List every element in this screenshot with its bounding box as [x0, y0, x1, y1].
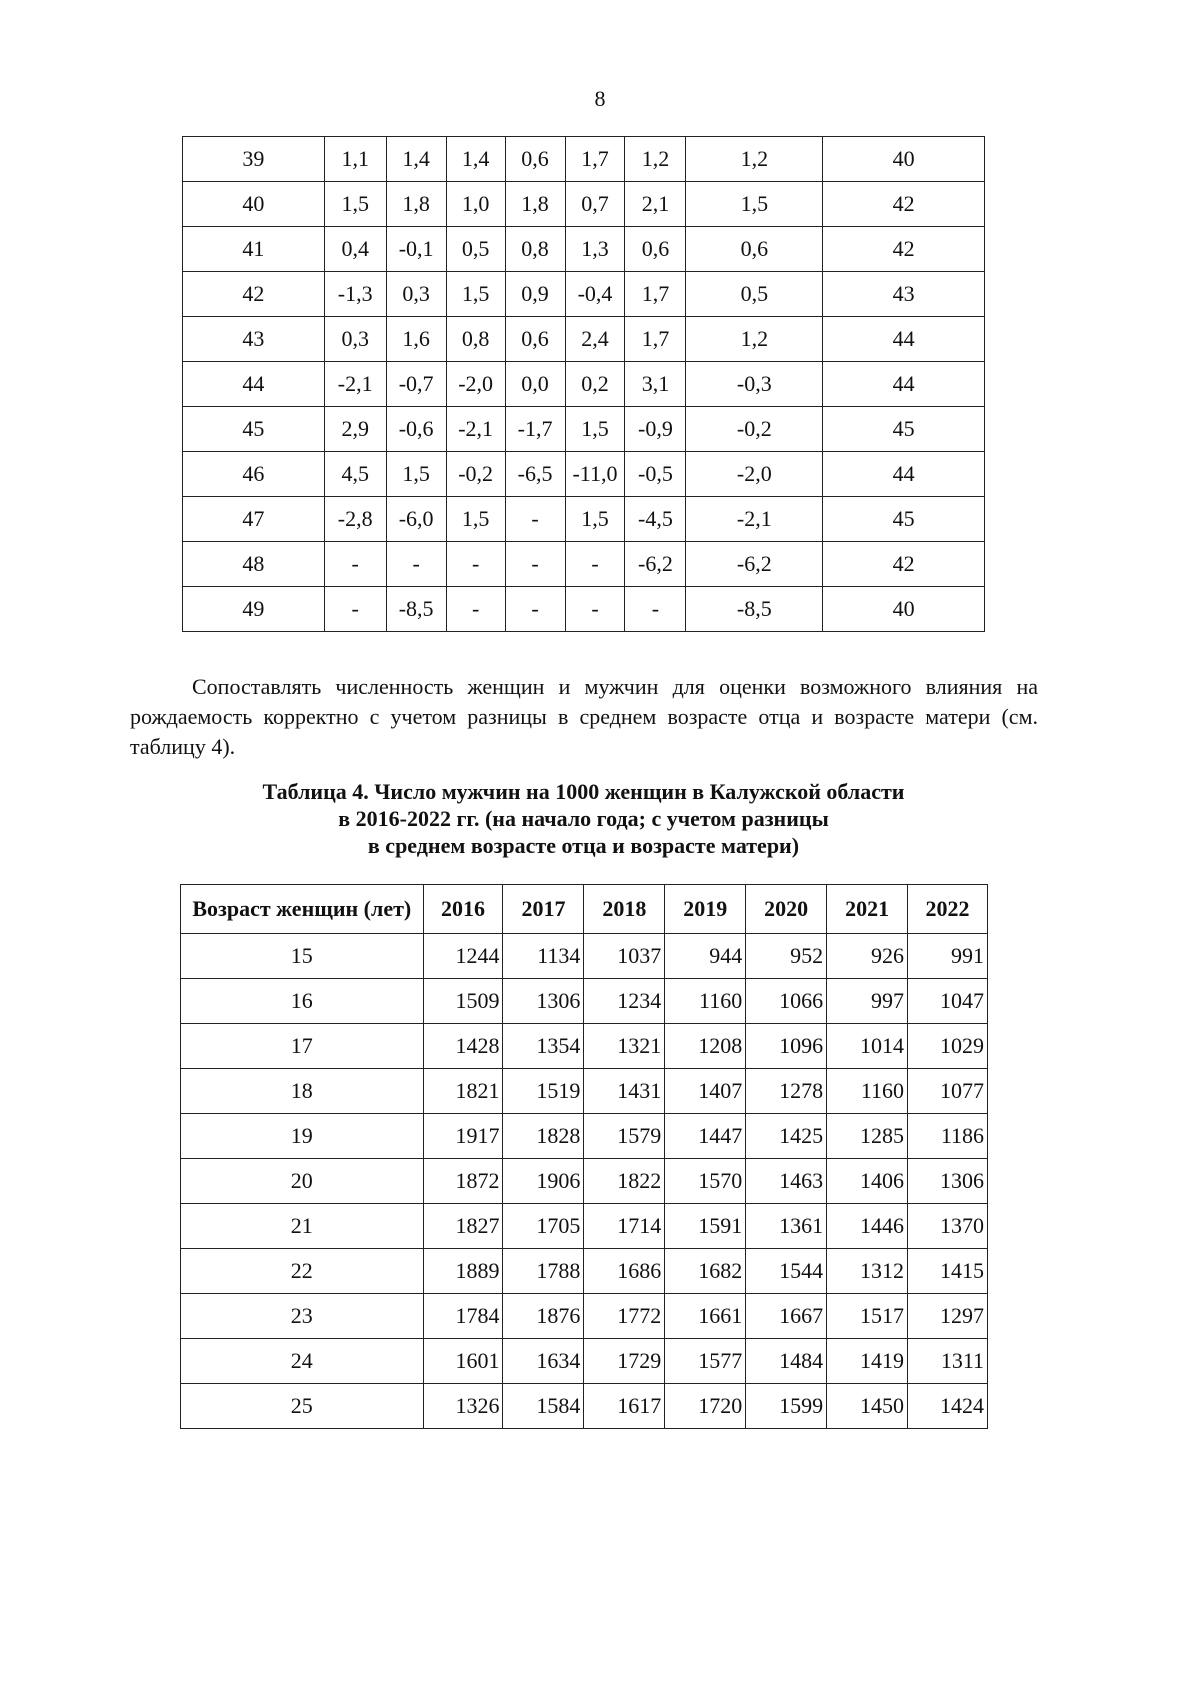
- table-cell: 1509: [423, 979, 503, 1024]
- header-year: 2016: [423, 885, 503, 934]
- table-cell: 25: [181, 1384, 424, 1429]
- table-cell: 0,9: [505, 272, 565, 317]
- table-4-caption-line: в 2016-2022 гг. (на начало года; с учетом разницы: [338, 806, 829, 831]
- table-4-caption-line: Таблица 4. Число мужчин на 1000 женщин в Калужской области: [262, 779, 905, 804]
- table-cell: 1,6: [386, 317, 446, 362]
- table-row: [183, 497, 985, 542]
- table-cell: 1579: [584, 1114, 665, 1159]
- table-cell: -: [324, 587, 386, 632]
- table-cell: 1599: [746, 1384, 827, 1429]
- table-cell: 17: [181, 1024, 424, 1069]
- table-cell: 1425: [746, 1114, 827, 1159]
- table-cell: 1682: [665, 1249, 746, 1294]
- table-cell: 0,6: [505, 137, 565, 182]
- table-row: [181, 1024, 988, 1069]
- table-cell: 4,5: [324, 452, 386, 497]
- table-cell: 926: [827, 934, 908, 979]
- table-cell: 944: [665, 934, 746, 979]
- table-cell: 1822: [584, 1159, 665, 1204]
- table-cell: 1,1: [324, 137, 386, 182]
- table-cell: 1160: [827, 1069, 908, 1114]
- table-cell: 1821: [423, 1069, 503, 1114]
- table-cell: -: [565, 542, 625, 587]
- table-cell: 1244: [423, 934, 503, 979]
- header-year: 2019: [665, 885, 746, 934]
- table-cell: -0,3: [686, 362, 823, 407]
- table-cell: 1134: [503, 934, 584, 979]
- table-cell: -11,0: [565, 452, 625, 497]
- table-4: [180, 884, 988, 1429]
- table-row: [181, 934, 988, 979]
- table-4-caption: [182, 778, 985, 859]
- table-cell: 1667: [746, 1294, 827, 1339]
- table-row: [183, 587, 985, 632]
- table-row: [183, 452, 985, 497]
- table-4-header-row: [181, 885, 988, 934]
- table-cell: 22: [181, 1249, 424, 1294]
- table-cell: 1278: [746, 1069, 827, 1114]
- table-cell: 1321: [584, 1024, 665, 1069]
- table-cell: 1354: [503, 1024, 584, 1069]
- table-cell: -2,0: [446, 362, 505, 407]
- table-row: [183, 182, 985, 227]
- table-cell: -: [446, 542, 505, 587]
- table-cell: 1519: [503, 1069, 584, 1114]
- table-cell: -2,1: [686, 497, 823, 542]
- table-cell: 1424: [908, 1384, 988, 1429]
- table-cell: 1,5: [565, 497, 625, 542]
- table-cell: 1,5: [324, 182, 386, 227]
- table-row: [181, 1114, 988, 1159]
- table-cell: 991: [908, 934, 988, 979]
- table-cell: 1326: [423, 1384, 503, 1429]
- table-cell: 1,5: [446, 272, 505, 317]
- table-cell: 1311: [908, 1339, 988, 1384]
- table-top-body: [183, 137, 985, 632]
- table-cell: 1047: [908, 979, 988, 1024]
- table-cell: 44: [823, 452, 985, 497]
- table-cell: 1686: [584, 1249, 665, 1294]
- table-cell: 1312: [827, 1249, 908, 1294]
- table-row: [181, 1294, 988, 1339]
- table-cell: 0,4: [324, 227, 386, 272]
- table-cell: -6,0: [386, 497, 446, 542]
- table-cell: 42: [823, 227, 985, 272]
- table-cell: 1570: [665, 1159, 746, 1204]
- table-cell: 1577: [665, 1339, 746, 1384]
- header-year: 2022: [908, 885, 988, 934]
- table-cell: 0,5: [686, 272, 823, 317]
- table-cell: 1447: [665, 1114, 746, 1159]
- table-top-continuation: [182, 136, 985, 632]
- table-cell: -8,5: [686, 587, 823, 632]
- table-cell: -0,9: [625, 407, 686, 452]
- table-cell: 0,3: [324, 317, 386, 362]
- table-cell: 1361: [746, 1204, 827, 1249]
- table-cell: -0,4: [565, 272, 625, 317]
- table-row: [183, 407, 985, 452]
- table-row: [181, 1159, 988, 1204]
- table-cell: -0,7: [386, 362, 446, 407]
- table-cell: -1,7: [505, 407, 565, 452]
- table-cell: 1415: [908, 1249, 988, 1294]
- table-cell: 1186: [908, 1114, 988, 1159]
- table-cell: -0,2: [446, 452, 505, 497]
- table-cell: 42: [183, 272, 325, 317]
- table-cell: 1,5: [386, 452, 446, 497]
- table-cell: 952: [746, 934, 827, 979]
- table-4-caption-line: в среднем возрасте отца и возрасте матери): [367, 833, 800, 858]
- header-year: 2017: [503, 885, 584, 934]
- table-cell: 1077: [908, 1069, 988, 1114]
- table-cell: 1234: [584, 979, 665, 1024]
- table-row: [183, 362, 985, 407]
- table-cell: 1297: [908, 1294, 988, 1339]
- table-cell: 0,6: [625, 227, 686, 272]
- table-cell: 1370: [908, 1204, 988, 1249]
- table-row: [183, 227, 985, 272]
- table-cell: 1285: [827, 1114, 908, 1159]
- table-row: [181, 1339, 988, 1384]
- table-cell: 43: [823, 272, 985, 317]
- table-cell: -: [505, 497, 565, 542]
- table-cell: 24: [181, 1339, 424, 1384]
- table-cell: 1,2: [625, 137, 686, 182]
- table-cell: 1,2: [686, 137, 823, 182]
- table-cell: -0,1: [386, 227, 446, 272]
- table-cell: -: [324, 542, 386, 587]
- table-cell: 23: [181, 1294, 424, 1339]
- table-cell: -4,5: [625, 497, 686, 542]
- table-cell: 1,7: [625, 272, 686, 317]
- table-cell: -1,3: [324, 272, 386, 317]
- table-cell: 0,8: [505, 227, 565, 272]
- table-cell: 48: [183, 542, 325, 587]
- table-cell: -0,6: [386, 407, 446, 452]
- table-cell: 1208: [665, 1024, 746, 1069]
- table-cell: 1306: [908, 1159, 988, 1204]
- table-cell: 1,5: [446, 497, 505, 542]
- table-cell: 40: [823, 587, 985, 632]
- table-cell: 1872: [423, 1159, 503, 1204]
- header-year: 2020: [746, 885, 827, 934]
- table-cell: 45: [823, 407, 985, 452]
- table-cell: 1517: [827, 1294, 908, 1339]
- table-cell: 1306: [503, 979, 584, 1024]
- table-cell: 997: [827, 979, 908, 1024]
- table-row: [181, 1249, 988, 1294]
- table-row: [181, 1204, 988, 1249]
- table-cell: -6,2: [625, 542, 686, 587]
- table-cell: 39: [183, 137, 325, 182]
- table-cell: 1407: [665, 1069, 746, 1114]
- table-cell: 40: [183, 182, 325, 227]
- header-age-women: Возраст женщин (лет): [181, 885, 424, 934]
- table-cell: 1431: [584, 1069, 665, 1114]
- table-cell: 1634: [503, 1339, 584, 1384]
- table-cell: -: [625, 587, 686, 632]
- table-cell: 1419: [827, 1339, 908, 1384]
- table-cell: 1591: [665, 1204, 746, 1249]
- table-cell: 1,5: [565, 407, 625, 452]
- table-cell: 19: [181, 1114, 424, 1159]
- table-cell: -0,5: [625, 452, 686, 497]
- table-cell: 1661: [665, 1294, 746, 1339]
- table-cell: 0,5: [446, 227, 505, 272]
- table-cell: 1601: [423, 1339, 503, 1384]
- table-cell: 1,8: [386, 182, 446, 227]
- table-cell: 0,6: [505, 317, 565, 362]
- table-cell: 2,1: [625, 182, 686, 227]
- table-cell: 44: [823, 317, 985, 362]
- table-cell: 47: [183, 497, 325, 542]
- table-cell: -8,5: [386, 587, 446, 632]
- table-row: [181, 1384, 988, 1429]
- table-cell: 0,7: [565, 182, 625, 227]
- table-cell: -6,5: [505, 452, 565, 497]
- table-cell: -: [505, 587, 565, 632]
- table-cell: 1484: [746, 1339, 827, 1384]
- table-cell: 2,9: [324, 407, 386, 452]
- table-cell: -2,8: [324, 497, 386, 542]
- table-cell: 3,1: [625, 362, 686, 407]
- table-cell: 43: [183, 317, 325, 362]
- table-cell: -0,2: [686, 407, 823, 452]
- table-cell: 0,2: [565, 362, 625, 407]
- table-cell: 41: [183, 227, 325, 272]
- table-cell: 2,4: [565, 317, 625, 362]
- table-cell: 1906: [503, 1159, 584, 1204]
- table-cell: 1705: [503, 1204, 584, 1249]
- table-cell: -2,1: [324, 362, 386, 407]
- table-cell: 1720: [665, 1384, 746, 1429]
- table-cell: 42: [823, 182, 985, 227]
- table-cell: 1037: [584, 934, 665, 979]
- body-paragraph: Сопоставлять численность женщин и мужчин для оценки возможного влияния на рождаемость корректно с учетом разницы в среднем возрасте отца и возрасте матери (см. таблицу 4).: [130, 674, 1038, 759]
- table-cell: 1,0: [446, 182, 505, 227]
- table-cell: 45: [183, 407, 325, 452]
- table-4-body: [181, 934, 988, 1429]
- table-cell: 45: [823, 497, 985, 542]
- table-row: [181, 1069, 988, 1114]
- table-cell: 20: [181, 1159, 424, 1204]
- table-cell: 1772: [584, 1294, 665, 1339]
- table-cell: 1828: [503, 1114, 584, 1159]
- table-cell: 1,7: [565, 137, 625, 182]
- table-cell: -: [565, 587, 625, 632]
- table-cell: -2,1: [446, 407, 505, 452]
- table-cell: 1584: [503, 1384, 584, 1429]
- table-cell: 1,2: [686, 317, 823, 362]
- table-cell: 1029: [908, 1024, 988, 1069]
- table-cell: 1889: [423, 1249, 503, 1294]
- table-cell: 46: [183, 452, 325, 497]
- table-cell: 1,5: [686, 182, 823, 227]
- table-cell: 44: [823, 362, 985, 407]
- table-cell: 0,0: [505, 362, 565, 407]
- table-cell: 1714: [584, 1204, 665, 1249]
- table-cell: 1827: [423, 1204, 503, 1249]
- table-cell: 1096: [746, 1024, 827, 1069]
- table-row: [183, 317, 985, 362]
- table-cell: 0,6: [686, 227, 823, 272]
- table-cell: 1876: [503, 1294, 584, 1339]
- table-cell: -: [386, 542, 446, 587]
- table-cell: 1,3: [565, 227, 625, 272]
- header-year: 2018: [584, 885, 665, 934]
- table-cell: -6,2: [686, 542, 823, 587]
- table-cell: 1428: [423, 1024, 503, 1069]
- table-cell: 1,7: [625, 317, 686, 362]
- table-cell: 1450: [827, 1384, 908, 1429]
- table-cell: 44: [183, 362, 325, 407]
- table-cell: 15: [181, 934, 424, 979]
- table-row: [183, 272, 985, 317]
- table-cell: 1446: [827, 1204, 908, 1249]
- table-cell: -: [446, 587, 505, 632]
- table-cell: 1784: [423, 1294, 503, 1339]
- table-cell: 1,4: [386, 137, 446, 182]
- table-cell: 1917: [423, 1114, 503, 1159]
- table-cell: 42: [823, 542, 985, 587]
- table-cell: 49: [183, 587, 325, 632]
- table-cell: -2,0: [686, 452, 823, 497]
- table-cell: 1,8: [505, 182, 565, 227]
- header-year: 2021: [827, 885, 908, 934]
- table-row: [183, 137, 985, 182]
- table-cell: 1617: [584, 1384, 665, 1429]
- table-row: [181, 979, 988, 1024]
- table-cell: 1160: [665, 979, 746, 1024]
- table-cell: 1,4: [446, 137, 505, 182]
- table-cell: 0,3: [386, 272, 446, 317]
- table-cell: 1788: [503, 1249, 584, 1294]
- table-cell: 1729: [584, 1339, 665, 1384]
- table-cell: 1544: [746, 1249, 827, 1294]
- table-cell: -: [505, 542, 565, 587]
- table-cell: 0,8: [446, 317, 505, 362]
- table-cell: 18: [181, 1069, 424, 1114]
- page-number: 8: [594, 86, 606, 111]
- table-cell: 40: [823, 137, 985, 182]
- table-cell: 1066: [746, 979, 827, 1024]
- table-cell: 1014: [827, 1024, 908, 1069]
- table-cell: 16: [181, 979, 424, 1024]
- table-cell: 1406: [827, 1159, 908, 1204]
- table-row: [183, 542, 985, 587]
- table-cell: 21: [181, 1204, 424, 1249]
- table-cell: 1463: [746, 1159, 827, 1204]
